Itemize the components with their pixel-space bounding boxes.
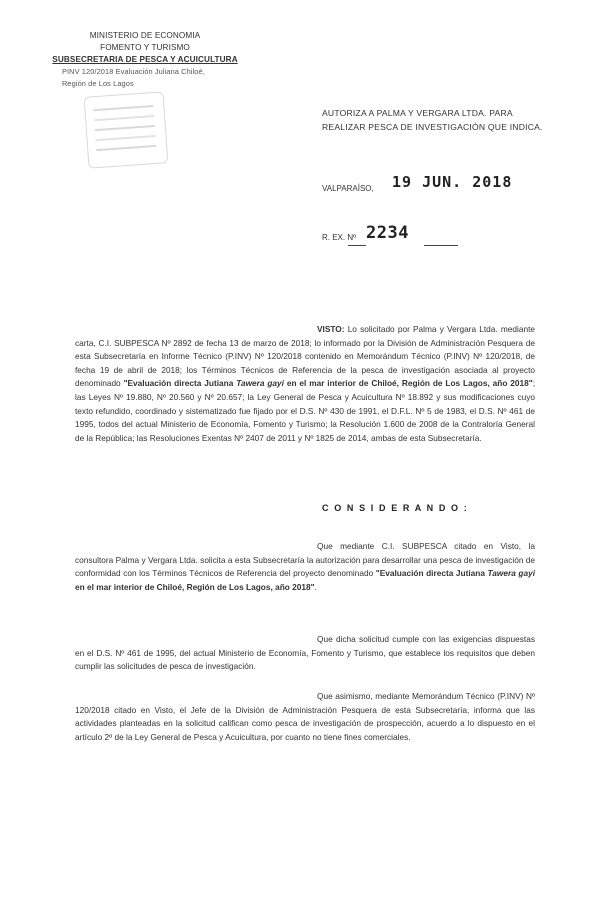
considerando-p1-end: . xyxy=(314,581,317,592)
header-subsecretaria: SUBSECRETARIA DE PESCA Y ACUICULTURA xyxy=(52,55,238,64)
resolution-number: 2234 xyxy=(366,223,409,243)
resolution-underline-right xyxy=(424,245,458,246)
visto-text-2: ; las Leyes Nº 19.880, Nº 20.560 y Nº 20.657; la Ley General de Pesca y Acuicultura Nº 18.892 y sus modificaciones cuyo texto refundido, coordinado y sistematizado fue fijado por el D.S. Nº 430 de 1991, el D.F.L. Nº 5 de 1983, el D.S. Nº 461 de 1995, todos del actual Ministerio de Economía, Fomento y Turismo; la Resolución 1.600 de 2008 de la Contraloría General de la República; las Resoluciones Exentas Nº 2407 de 2011 y Nº 1825 de 2014, ambas de esta Subsecretaría. xyxy=(75,378,535,443)
considerando-p1-species: Tawera gayi xyxy=(487,568,535,579)
considerando-paragraph-1 xyxy=(75,540,535,594)
considerando-p1-text: Que mediante C.I. SUBPESCA citado en Visto, la consultora Palma y Vergara Ltda. solicita a esta Subsecretaría la autorización para desarrollar una pesca de investigación de conformidad con los Términos Técnicos de Referencia del proyecto denominado xyxy=(75,541,535,579)
considerando-p3-text: Que asimismo, mediante Memorándum Técnico (P.INV) Nº 120/2018 citado en Visto, el Jefe de la División de Administración Pesquera de esta Subsecretaría, informa que las actividades planteadas en la solicitud califican como pesca de investigación de prospección, acuerdo a lo dispuesto en el artículo 2º de la Ley General de Pesca y Acuicultura, por cuanto no tiene fines comerciales. xyxy=(75,691,535,742)
considerando-paragraph-2 xyxy=(75,633,535,674)
considerando-p2-text: Que dicha solicitud cumple con las exigencias dispuestas en el D.S. Nº 461 de 1995, del actual Ministerio de Economía, Fomento y Turismo, que establece los requisitos que deben cumplir las solicitudes de pesca de investigación. xyxy=(75,634,535,672)
ministry-header xyxy=(40,30,250,90)
date-stamp: 19 JUN. 2018 xyxy=(392,173,513,191)
resolution-underline-left xyxy=(348,245,366,246)
visto-paragraph xyxy=(75,323,535,445)
subject-line-2: REALIZAR PESCA DE INVESTIGACIÓN QUE INDICA. xyxy=(322,122,543,132)
considerando-p1-title-b: en el mar interior de Chiloé, Región de Los Lagos, año 2018" xyxy=(75,581,315,592)
visto-text-1: Lo solicitado por Palma y Vergara Ltda. mediante carta, C.I. SUBPESCA Nº 2892 de fecha 13 de marzo de 2018; lo informado por la División de Administración Pesquera de esta Subsecretaría en Informe Técnico (P.INV) Nº 120/2018 contenido en Memorándum Técnico (P.INV) Nº 120/2018, de fecha 19 de abril de 2018; los Términos Técnicos de Referencia de la pesca de investigación asociada al proyecto denominado xyxy=(75,324,535,389)
visto-project-species: Tawera gayi xyxy=(236,378,284,389)
considerando-p1-title-a: "Evaluación directa Jutiana xyxy=(375,568,488,579)
considerando-paragraph-3 xyxy=(75,690,535,744)
header-ministry: MINISTERIO DE ECONOMIA xyxy=(89,31,201,40)
visto-project-title-a: "Evaluación directa Jutiana xyxy=(123,378,237,389)
visto-project-title-b: en el mar interior de Chiloé, Región de Los Lagos, año 2018" xyxy=(283,378,533,389)
visto-label: VISTO: xyxy=(317,324,345,334)
official-stamp xyxy=(84,91,169,168)
header-ministry-2: FOMENTO Y TURISMO xyxy=(100,43,190,52)
document-subject xyxy=(322,106,562,134)
considerando-heading: C O N S I D E R A N D O : xyxy=(322,503,469,513)
subject-line-1: AUTORIZA A PALMA Y VERGARA LTDA. PARA xyxy=(322,108,513,118)
place-label: VALPARAÍSO, xyxy=(322,184,374,193)
header-region: Región de Los Lagos xyxy=(62,79,134,88)
header-reference: PINV 120/2018 Evaluación Juliana Chiloé, xyxy=(62,67,205,76)
resolution-label: R. EX. Nº xyxy=(322,233,357,242)
